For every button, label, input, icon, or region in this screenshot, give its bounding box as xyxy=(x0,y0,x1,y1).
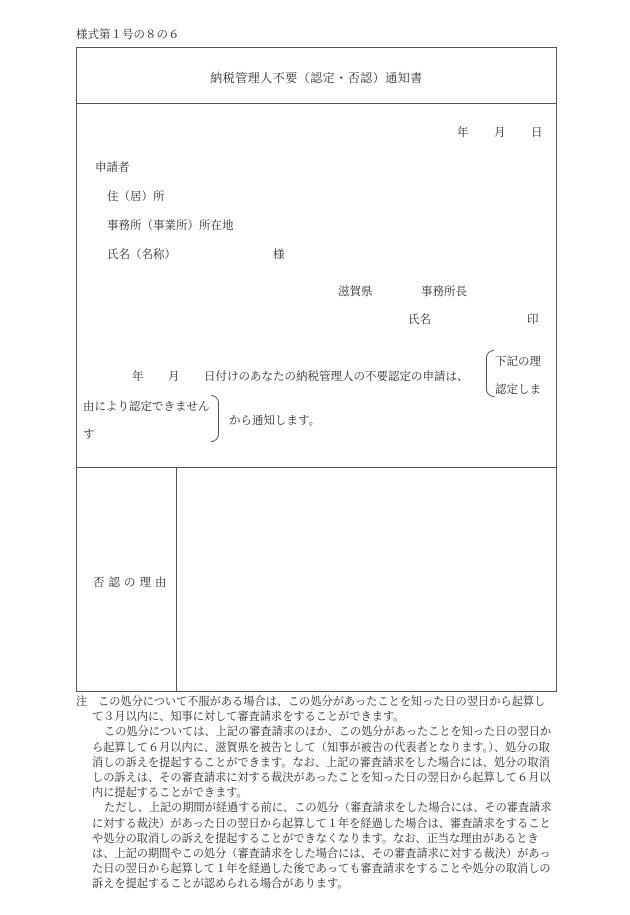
form-number: 様式第１号の８の６ xyxy=(76,27,180,41)
body-line1: 日付けのあなたの納税管理人の不要認定の申請は、 xyxy=(204,369,469,383)
applicant-honorific: 様 xyxy=(273,247,285,261)
date-day: 日 xyxy=(531,125,543,139)
note-paragraph-2: この処分については、上記の審査請求のほか、この処分があったことを知った日の翌日から起算して６月以内に、滋賀県を被告として（知事が被告の代表者となります。）、処分の取消しの訴えを提起することができます。なお、上記の審査請求をした場合には、処分の取消しの訴えは、その審査請求に対する裁決があったことを知った日の翌日から起算して６月以内に提起することができます。 xyxy=(92,725,552,800)
notice-form xyxy=(76,47,557,692)
notes-section xyxy=(76,694,556,892)
issuer-office-head: 事務所長 xyxy=(421,284,467,298)
note-mark: 注 xyxy=(76,695,88,708)
applicant-office-label: 事務所（事業所）所在地 xyxy=(107,218,234,232)
form-title: 納税管理人不要（認定・否認）通知書 xyxy=(210,71,423,85)
applicant-name-label: 氏名（名称） xyxy=(107,247,176,261)
option-approve-part2: す xyxy=(83,427,95,441)
option-bracket-left xyxy=(486,350,494,397)
option-approve-part1: 認定しま xyxy=(495,382,541,396)
date-year: 年 xyxy=(457,125,469,139)
issuer-prefecture: 滋賀県 xyxy=(338,284,373,298)
rejection-reason-label: 否認の理由 xyxy=(93,575,171,589)
option-reason-part2: 由により認定できません xyxy=(83,399,210,413)
reason-column-divider xyxy=(176,467,177,692)
reason-divider xyxy=(77,467,556,468)
applicant-address-label: 住（居）所 xyxy=(107,189,165,203)
date-month: 月 xyxy=(494,125,506,139)
option-reason-part1: 下記の理 xyxy=(495,354,541,368)
option-bracket-right xyxy=(211,395,219,442)
applicant-heading: 申請者 xyxy=(95,160,130,174)
body-line2-end: から通知します。 xyxy=(229,413,321,427)
note-paragraph-3: ただし、上記の期間が経過する前に、この処分（審査請求をした場合には、その審査請求に対する裁決）があった日の翌日から起算して１年を経過した場合は、審査請求をすることや処分の取消しの訴えを提起することができなくなります。なお、正当な理由があるときは、上記の期間やこの処分（審査請求をした場合には、その審査請求に対する裁決）があった日の翌日から起算して１年を経過した後であっても審査請求をすることや処分の取消しの訴えを提起することが認められる場合があります。 xyxy=(92,801,552,891)
body-month: 月 xyxy=(168,369,180,383)
body-year: 年 xyxy=(132,369,144,383)
note-paragraph-1: この処分について不服がある場合は、この処分があったことを知った日の翌日から起算して３月以内に、知事に対して審査請求をすることができます。 xyxy=(92,695,546,724)
issuer-name-label: 氏名 xyxy=(408,312,431,326)
seal-mark: 印 xyxy=(527,312,539,326)
title-divider xyxy=(77,103,556,104)
